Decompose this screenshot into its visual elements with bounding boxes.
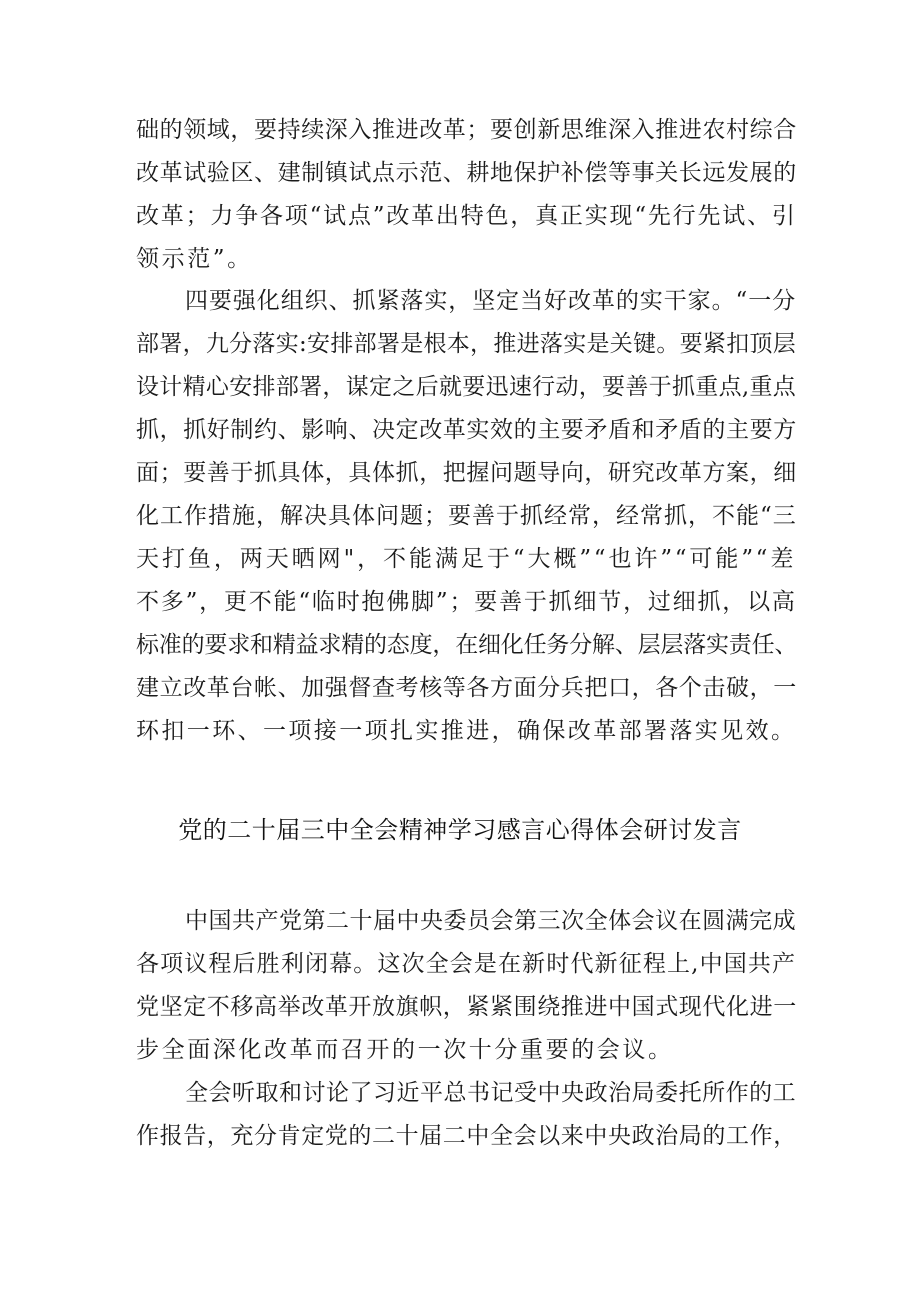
text-line: 建立改革台帐、加强督查考核等各方面分兵把口，各个击破，一 bbox=[136, 675, 797, 701]
text-line: 不多”，更不能“临时抱佛脚”；要善于抓细节，过细抓，以高 bbox=[136, 589, 797, 615]
text-line: 标准的要求和精益求精的态度，在细化任务分解、层层落实责任、 bbox=[136, 632, 798, 658]
text-line: 设计精心安排部署，谋定之后就要迅速行动，要善于抓重点,重点 bbox=[136, 374, 796, 400]
text-line: 步全面深化改革而召开的一次十分重要的会议。 bbox=[136, 1037, 674, 1063]
text-line: 面；要善于抓具体，具体抓，把握问题导向，研究改革方案，细 bbox=[136, 460, 797, 486]
text-line: 全会听取和讨论了习近平总书记受中央政治局委托所作的工 bbox=[185, 1080, 796, 1106]
text-line: 各项议程后胜利闭幕。这次全会是在新时代新征程上,中国共产 bbox=[136, 951, 796, 977]
text-line: 改革；力争各项“试点”改革出特色，真正实现“先行先试、引 bbox=[136, 203, 797, 229]
section-heading: 党的二十届三中全会精神学习感言心得体会研讨发言 bbox=[178, 816, 742, 844]
text-line: 部署，九分落实:安排部署是根本，推进落实是关键。要紧扣顶层 bbox=[136, 331, 796, 357]
text-line: 抓，抓好制约、影响、决定改革实效的主要矛盾和矛盾的主要方 bbox=[136, 417, 797, 443]
text-line: 础的领域，要持续深入推进改革；要创新思维深入推进农村综合 bbox=[136, 117, 797, 143]
text-line: 领示范”。 bbox=[136, 246, 253, 272]
text-line: 四要强化组织、抓紧落实，坚定当好改革的实干家。“一分 bbox=[185, 288, 796, 314]
text-line: 党坚定不移高举改革开放旗帜，紧紧围绕推进中国式现代化进一 bbox=[136, 994, 797, 1020]
text-line: 化工作措施，解决具体问题；要善于抓经常，经常抓，不能“三 bbox=[136, 503, 797, 529]
text-line: 天打鱼，两天晒网"，不能满足于“大概”“也许”“可能”“差 bbox=[136, 546, 796, 572]
text-line: 中国共产党第二十届中央委员会第三次全体会议在圆满完成 bbox=[185, 908, 796, 934]
text-line: 作报告，充分肯定党的二十届二中全会以来中央政治局的工作， bbox=[136, 1123, 797, 1149]
text-line: 改革试验区、建制镇试点示范、耕地保护补偿等事关长远发展的 bbox=[136, 160, 797, 186]
text-line: 环扣一环、一项接一项扎实推进，确保改革部署落实见效。 bbox=[136, 718, 797, 744]
